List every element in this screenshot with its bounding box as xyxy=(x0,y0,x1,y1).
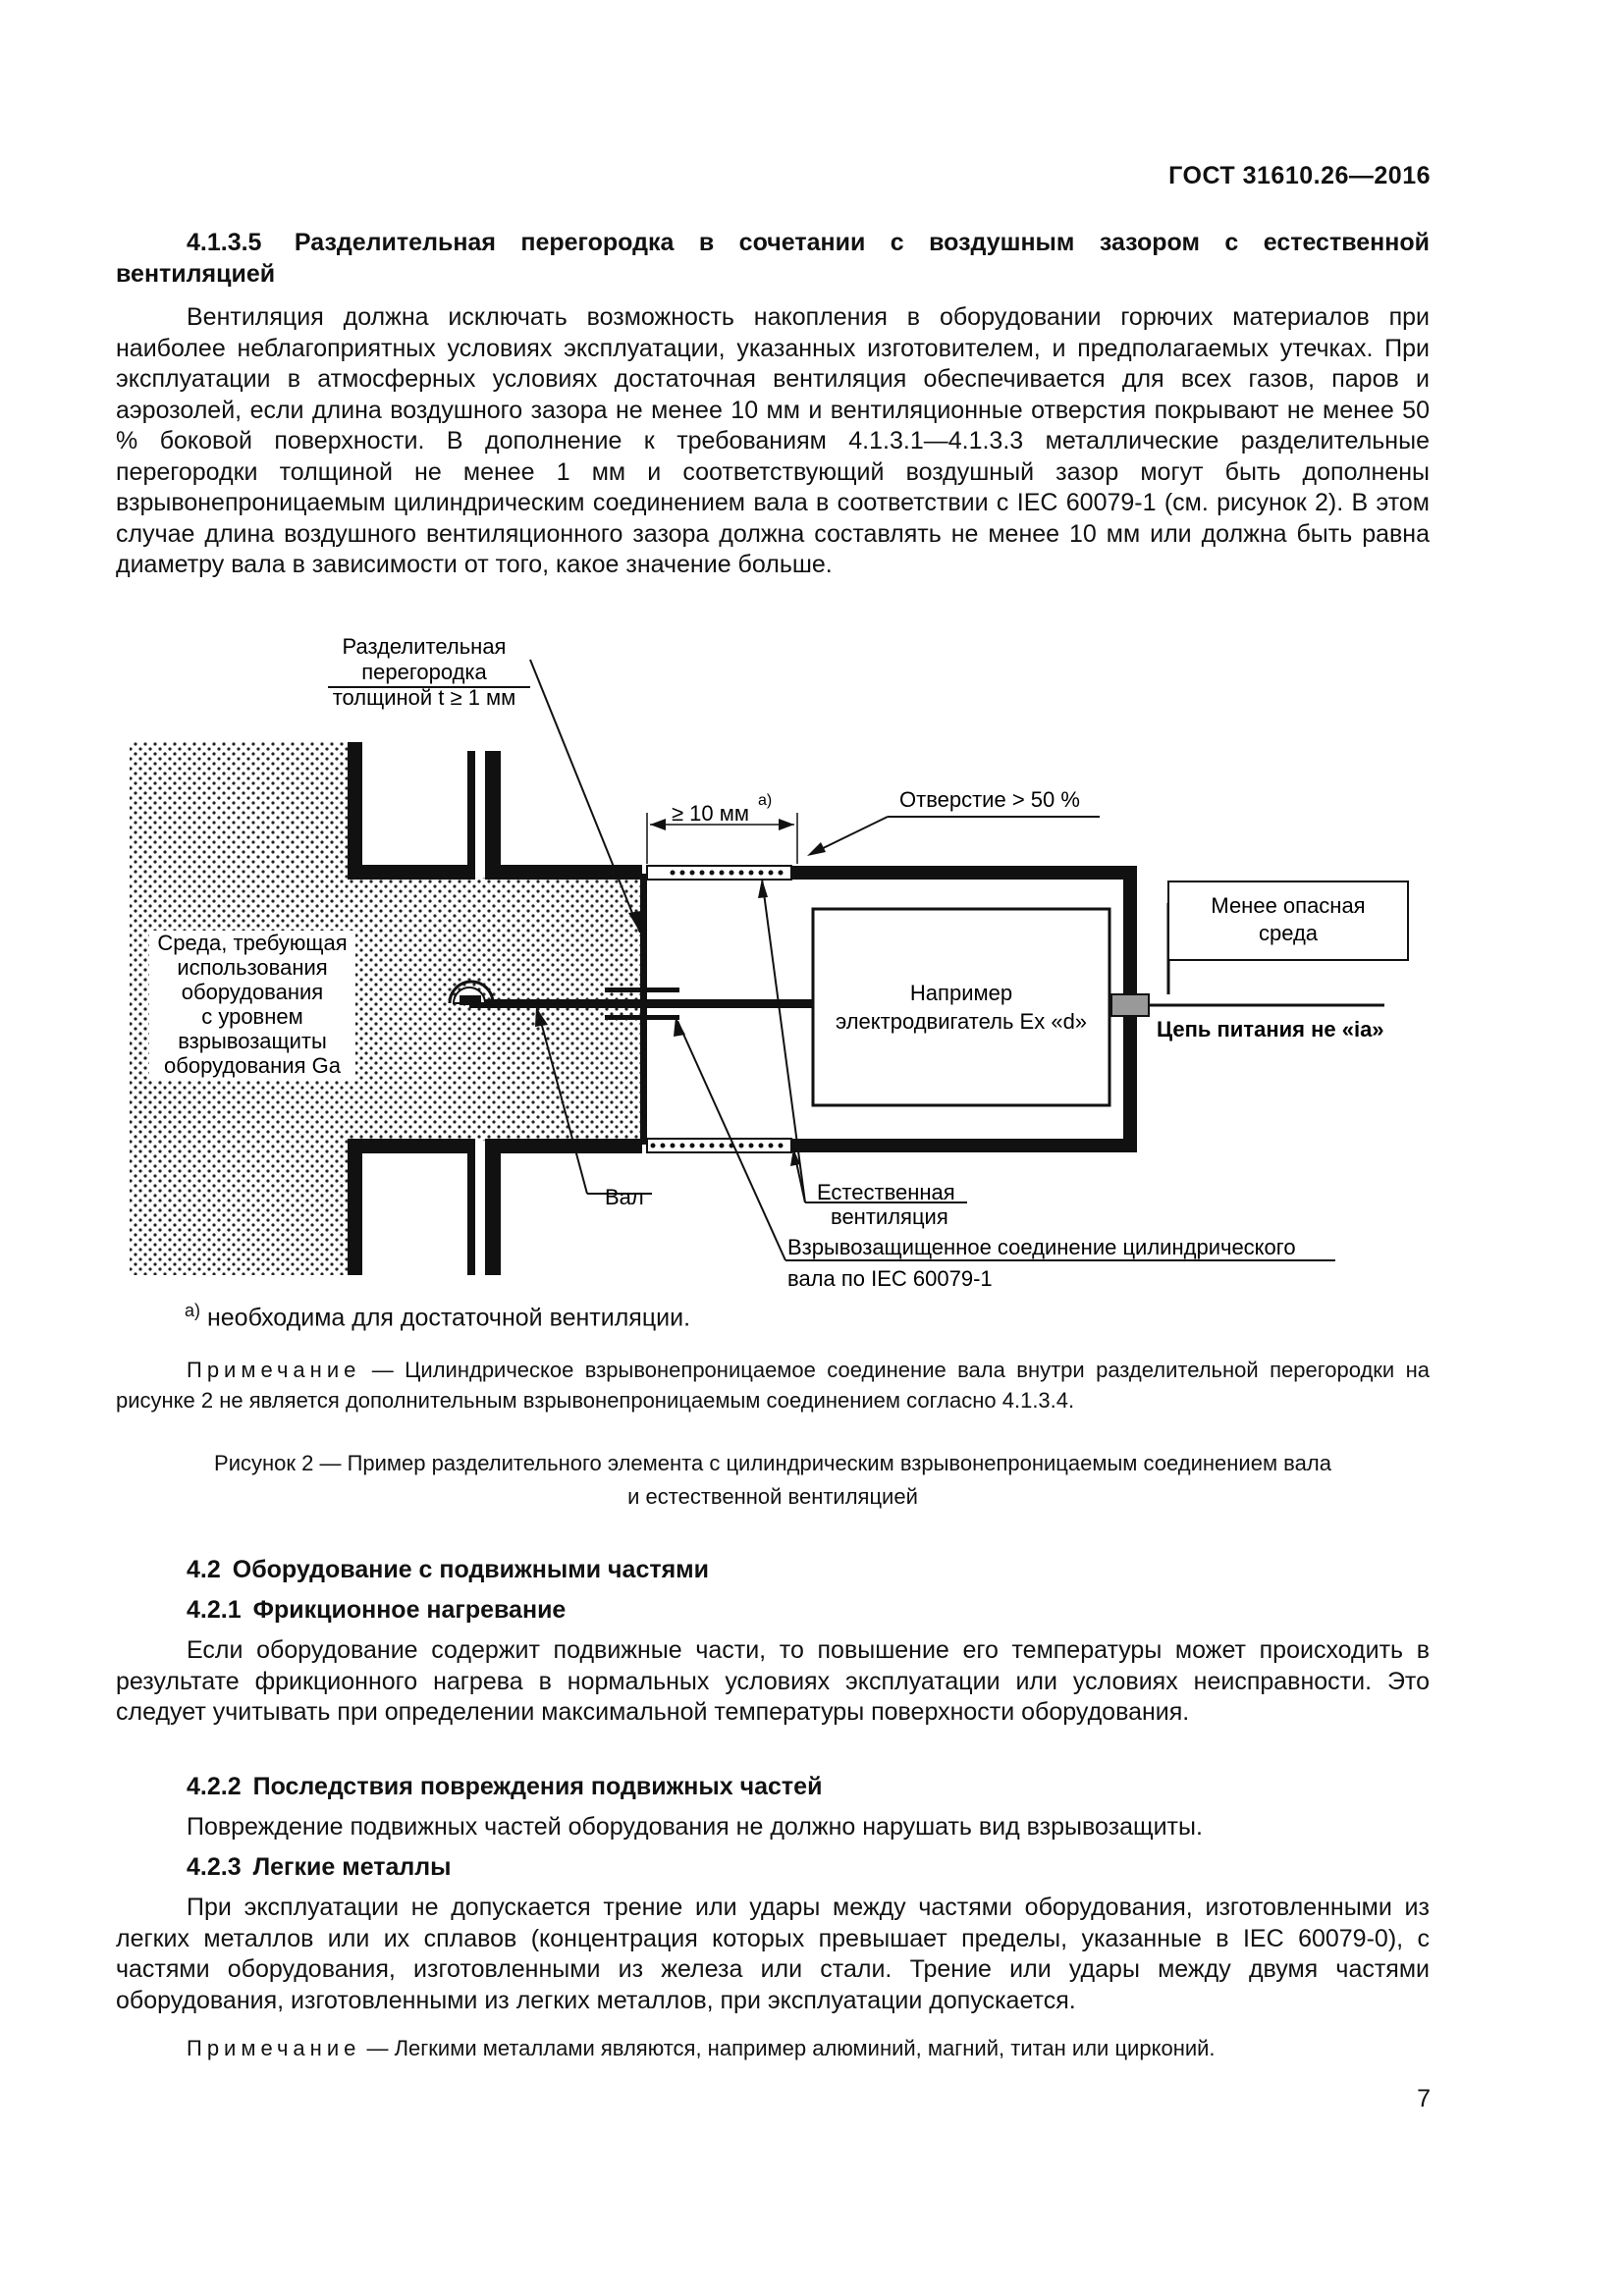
partition-wall xyxy=(640,874,647,1145)
section-4135-number: 4.1.3.5 xyxy=(187,229,262,256)
svg-text:Разделительная: Разделительная xyxy=(342,634,507,659)
joint-label-2: вала по IEC 60079-1 xyxy=(787,1266,993,1291)
section-422-number: 4.2.2 xyxy=(187,1773,242,1800)
section-42-title: Оборудование с подвижными частями xyxy=(232,1556,710,1583)
svg-text:оборудования Ga: оборудования Ga xyxy=(164,1053,341,1078)
document-header: ГОСТ 31610.26—2016 xyxy=(1168,162,1431,189)
less-hazard-label-2: среда xyxy=(1258,921,1319,945)
section-421-number: 4.2.1 xyxy=(187,1596,242,1624)
section-423-heading xyxy=(187,1853,452,1882)
motor-label-2: электродвигатель Ex «d» xyxy=(835,1009,1088,1034)
less-hazard-label-1: Менее опасная xyxy=(1211,893,1366,918)
footnote-mark: a) xyxy=(185,1301,201,1320)
power-circuit-label: Цепь питания не «ia» xyxy=(1157,1017,1384,1041)
figure-note xyxy=(116,1355,1430,1415)
figure-footnote xyxy=(185,1301,690,1332)
svg-text:перегородка: перегородка xyxy=(361,660,487,684)
motor-box xyxy=(813,909,1109,1105)
svg-text:использования: использования xyxy=(177,955,328,980)
section-4135-body: Вентиляция должна исключать возможность накопления в оборудовании горючих материалов при наиболее неблагоприятных условиях эксплуатации, указанных изготовителем, и предполагаемых утечках. При эксплуатации в атмосферных условиях достаточная вентиляция обеспечивается для всех газов, паров и аэрозолей, если длина воздушного зазора не менее 10 мм и вентиляционные отверстия покрывают не менее 50 % боковой поверхности. В дополнение к требованиям 4.1.3.1—4.1.3.3 металлические разделительные перегородки толщиной не менее 1 мм и соответствующий воздушный зазор могут быть дополнены взрывонепроницаемым цилиндрическим соединением вала в соответствии с IEC 60079-1 (см. рисунок 2). В этом случае длина воздушного вентиляционного зазора должна составлять не менее 10 мм или должна быть равна диаметру вала в зависимости от того, какое значение больше. xyxy=(116,303,1430,578)
footnote-text: необходима для достаточной вентиляции. xyxy=(206,1304,691,1332)
section-42-heading xyxy=(187,1556,709,1584)
section-423-note-text: — Легкими металлами являются, например алюминий, магний, титан или цирконий. xyxy=(366,2036,1216,2060)
figure-2-diagram xyxy=(0,618,1623,1306)
section-4135-title: Разделительная перегородка в сочетании с воздушным зазором с естественной вентиляцией xyxy=(116,229,1430,288)
section-423-note-label: Примечание xyxy=(187,2036,361,2060)
partition-label xyxy=(333,634,516,710)
opening-label: Отверстие > 50 % xyxy=(899,787,1080,812)
section-4135-heading xyxy=(116,228,1430,290)
natural-vent-label-2: вентиляция xyxy=(831,1204,948,1229)
svg-text:оборудования: оборудования xyxy=(181,980,324,1004)
natural-vent-label-1: Естественная xyxy=(817,1180,955,1204)
figure-note-label: Примечание xyxy=(187,1358,361,1382)
svg-text:Среда, требующая: Среда, требующая xyxy=(157,931,348,955)
gap-label: ≥ 10 мм xyxy=(672,801,750,826)
gap-label-sup: a) xyxy=(758,792,773,809)
svg-text:толщиной t ≥ 1 мм: толщиной t ≥ 1 мм xyxy=(332,685,516,710)
section-422-body: Повреждение подвижных частей оборудования не должно нарушать вид взрывозащиты. xyxy=(187,1813,1203,1841)
shaft xyxy=(469,999,815,1008)
svg-text:с уровнем: с уровнем xyxy=(201,1004,303,1029)
section-423-number: 4.2.3 xyxy=(187,1853,242,1881)
shaft-label: Вал xyxy=(605,1185,644,1209)
section-422-heading xyxy=(187,1773,822,1801)
svg-text:взрывозащиты: взрывозащиты xyxy=(178,1029,327,1053)
section-421-title: Фрикционное нагревание xyxy=(252,1596,567,1624)
motor-label-1: Например xyxy=(909,981,1013,1005)
section-421-body: Если оборудование содержит подвижные части, то повышение его температуры может происходить в результате фрикционного нагрева в нормальных условиях эксплуатации или условиях неисправности. Это следует учитывать при определении максимальной температуры поверхности оборудования. xyxy=(116,1636,1430,1726)
figure-caption xyxy=(116,1447,1430,1514)
section-422-title: Последствия повреждения подвижных частей xyxy=(252,1773,823,1800)
figure-note-text: — Цилиндрическое взрывонепроницаемое соединение вала внутри разделительной перегородки на рисунке 2 не является дополнительным взрывонепроницаемым соединением согласно 4.1.3.4. xyxy=(116,1358,1430,1413)
joint-label-1: Взрывозащищенное соединение цилиндрического xyxy=(787,1235,1296,1259)
page-number: 7 xyxy=(1417,2085,1431,2112)
section-42-number: 4.2 xyxy=(187,1556,221,1583)
figure-caption-line-1: Рисунок 2 — Пример разделительного элемента с цилиндрическим взрывонепроницаемым соединением вала xyxy=(214,1451,1331,1475)
section-423-title: Легкие металлы xyxy=(252,1853,452,1881)
section-421-heading xyxy=(187,1596,566,1625)
section-423-body: При эксплуатации не допускается трение или удары между частями оборудования, изготовленными из легких металлов или их сплавов (концентрация которых превышает пределы, указанные в IEC 60079-0), с частями оборудования, изготовленными из железа или стали. Трение или удары между двумя частями оборудования, изготовленными из легких металлов, при эксплуатации допускается. xyxy=(116,1894,1430,2014)
hazard-zone-inner xyxy=(348,878,642,1141)
cable-gland xyxy=(1111,994,1149,1016)
figure-caption-line-2: и естественной вентиляцией xyxy=(627,1484,918,1509)
section-423-note xyxy=(116,2033,1430,2063)
